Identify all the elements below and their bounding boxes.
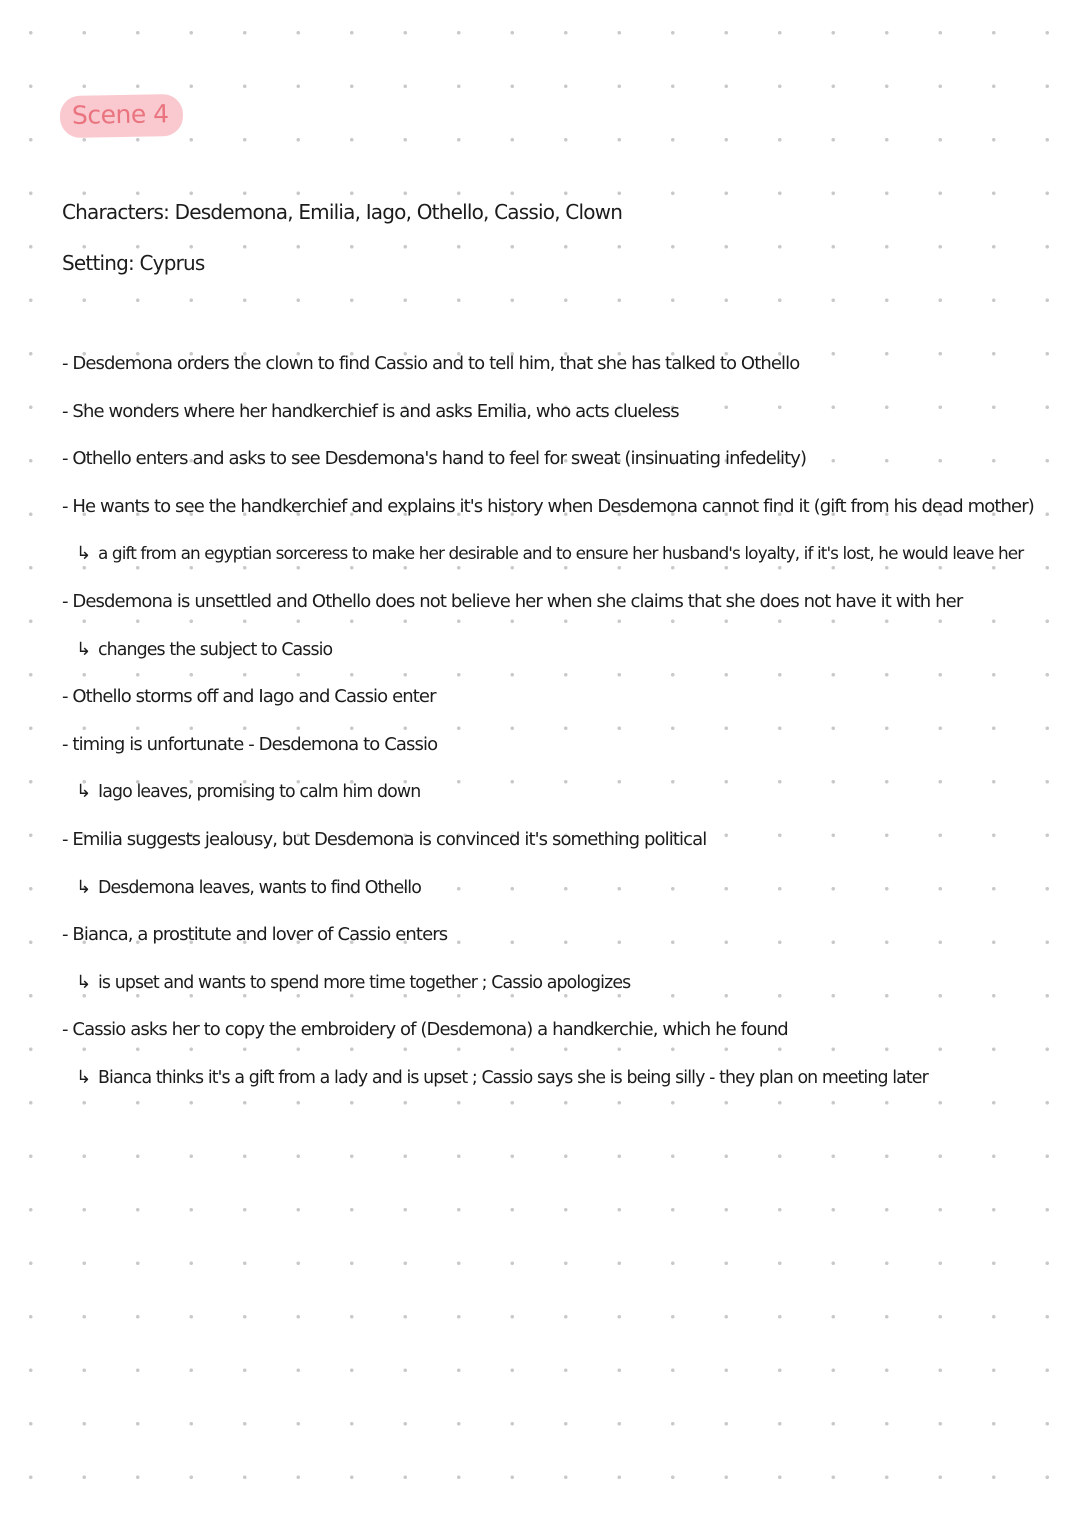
page-title: Scene 4	[60, 94, 183, 138]
arrow-down-right-icon: ↳	[76, 781, 91, 803]
note-item: - Cassio asks her to copy the embroidery of (Desdemona) a handkerchie, which he found	[62, 1019, 788, 1041]
note-subitem: ↳ Desdemona leaves, wants to find Othello	[62, 864, 1062, 912]
title-highlight	[60, 94, 183, 138]
note-subitem: ↳ Bianca thinks it's a gift from a lady and is upset ; Cassio says she is being silly - they plan on meeting later	[62, 1054, 1062, 1102]
arrow-down-right-icon: ↳	[76, 876, 91, 898]
note-item: - Desdemona orders the clown to find Cassio and to tell him, that she has talked to Othello	[62, 353, 800, 374]
arrow-down-right-icon: ↳	[76, 971, 91, 993]
arrow-down-right-icon: ↳	[76, 1066, 91, 1088]
note-item: - Bianca, a prostitute and lover of Cassio enters	[62, 924, 448, 946]
note-subitem: ↳ Iago leaves, promising to calm him down	[62, 768, 1062, 816]
note-item: - Othello storms off and Iago and Cassio enter	[62, 686, 436, 708]
arrow-down-right-icon: ↳	[76, 543, 91, 565]
note-item: - timing is unfortunate - Desdemona to Cassio	[62, 733, 438, 755]
note-subitem: ↳ is upset and wants to spend more time together ; Cassio apologizes	[62, 959, 1062, 1007]
note-item: - Othello enters and asks to see Desdemona's hand to feel for sweat (insinuating infedelity)	[62, 448, 807, 470]
characters-line: Characters: Desdemona, Emilia, Iago, Othello, Cassio, Clown	[62, 200, 623, 224]
note-subitem: ↳ a gift from an egyptian sorceress to make her desirable and to ensure her husband's loyalty, if it's lost, he would leave her	[62, 530, 1062, 578]
arrow-down-right-icon: ↳	[76, 638, 91, 660]
note-item: - She wonders where her handkerchief is and asks Emilia, who acts clueless	[62, 400, 679, 422]
note-item: - He wants to see the handkerchief and explains it's history when Desdemona cannot find it (gift from his dead mother)	[62, 495, 1034, 517]
setting-line: Setting: Cyprus	[62, 251, 205, 275]
note-subitem: ↳ changes the subject to Cassio	[62, 626, 1062, 674]
note-item: - Emilia suggests jealousy, but Desdemona is convinced it's something political	[62, 828, 707, 850]
notes-list	[62, 340, 1062, 1102]
note-item: - Desdemona is unsettled and Othello does not believe her when she claims that she does not have it with her	[62, 590, 963, 612]
